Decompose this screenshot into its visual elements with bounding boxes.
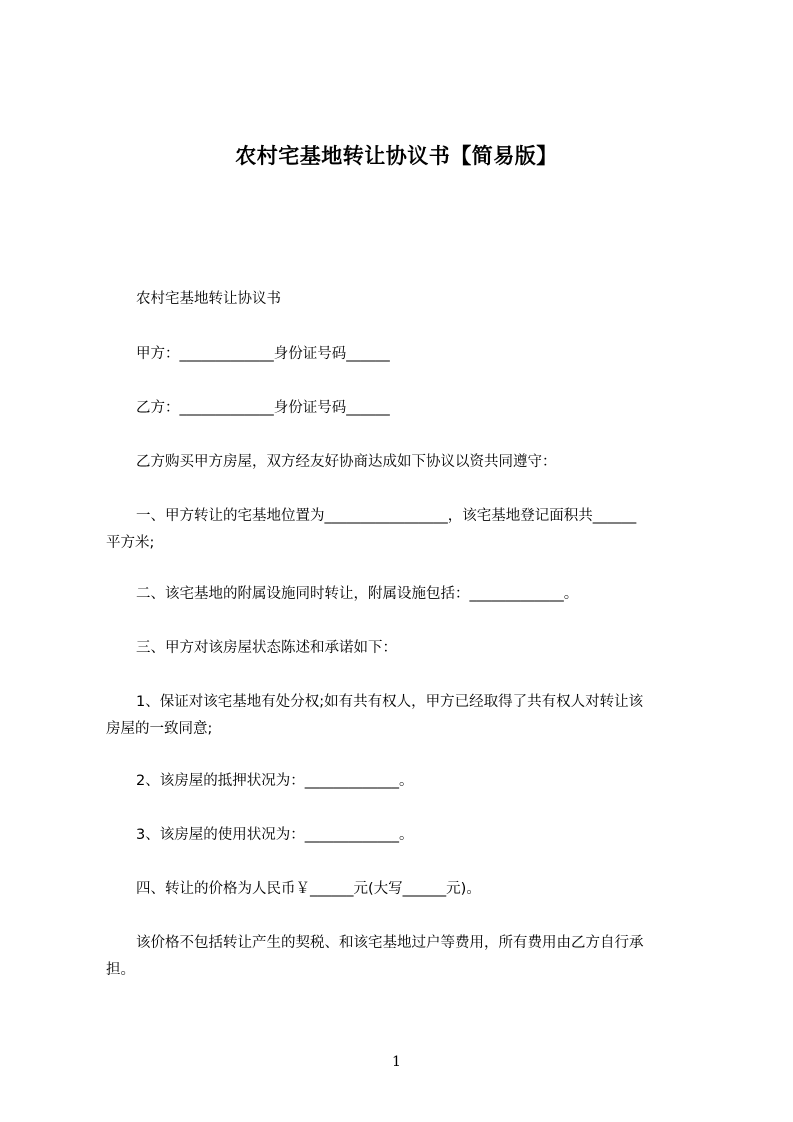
clause-3-item-1 <box>106 689 644 743</box>
party-b-line: 乙方：_____________身份证号码______ <box>136 400 390 416</box>
clause-2: 二、该宅基地的附属设施同时转让，附属设施包括：_____________。 <box>136 586 579 602</box>
document-title: 农村宅基地转让协议书【简易版】 <box>235 144 558 168</box>
price-note <box>106 930 644 984</box>
agreement-subtitle: 农村宅基地转让协议书 <box>136 291 281 307</box>
party-a-line: 甲方：_____________身份证号码______ <box>136 346 390 362</box>
clause-3-item-3: 3、该房屋的使用状况为：_____________。 <box>136 827 414 843</box>
clause-1 <box>106 503 637 557</box>
page-number: 1 <box>392 1054 401 1070</box>
item-1-line-2: 房屋的一致同意; <box>106 721 213 737</box>
price-note-line-2: 担。 <box>106 962 135 978</box>
clause-3-item-2: 2、该房屋的抵押状况为：_____________。 <box>136 773 414 789</box>
price-note-line-1: 该价格不包括转让产生的契税、和该宅基地过户等费用，所有费用由乙方自行承 <box>136 935 644 951</box>
clause-4: 四、转让的价格为人民币￥______元(大写______元)。 <box>136 881 481 897</box>
intro-paragraph: 乙方购买甲方房屋，双方经友好协商达成如下协议以资共同遵守： <box>136 454 557 470</box>
clause-1-line-2: 平方米; <box>106 535 155 551</box>
clause-3: 三、甲方对该房屋状态陈述和承诺如下： <box>136 640 397 656</box>
clause-1-line-1: 一、甲方转让的宅基地位置为_________________，该宅基地登记面积共______ <box>136 508 637 524</box>
item-1-line-1: 1、保证对该宅基地有处分权;如有共有权人，甲方已经取得了共有权人对转让该 <box>136 694 644 710</box>
